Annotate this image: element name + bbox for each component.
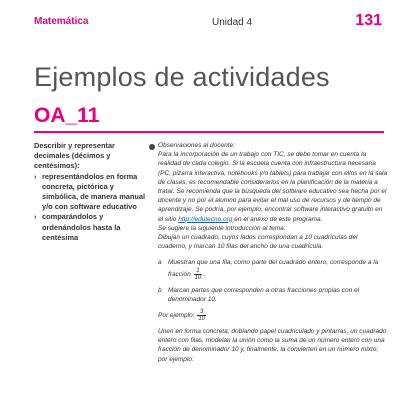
objective-list (34, 172, 146, 243)
note-instruction: Dibujan un cuadrado, cuyos lados correspondan a 10 cuadrículas del cuaderno, y marcan 10 filas del ancho de una cuadrícula. (158, 234, 358, 251)
item-text: Marcan partes que corresponden a otras fracciones propias con el denominador 10. (168, 286, 360, 303)
objective-item: › representándolos en forma concreta, pictórica y simbólica, de manera manual y/o con software educativo (34, 172, 146, 213)
note-paragraph (158, 150, 388, 224)
note-bullet-icon (149, 144, 155, 150)
note-text: en el anexo de este programa. (234, 215, 323, 223)
note-paragraph: Unen en forma concreta, doblando papel cuadriculado y pintarras, un cuadrado entero con filas, modelan la unión como la suma de un número entero con una fracción de denominador 10 y, finalmente, la convierten en un número mixto; por ejemplo: (158, 328, 387, 363)
teacher-notes (158, 141, 388, 364)
fraction: $\frac{3}{10}$ (198, 309, 205, 323)
page-number: 131 (355, 12, 382, 29)
section-divider (34, 131, 384, 133)
item-text: Muestran que una fila, como parte del cuadrado entero, corresponde a la fracción $\frac{1}{10}$ . (168, 259, 379, 281)
note-text: Para la incorporación de un trabajo con TIC, se debe tomar en cuenta la realidad de cada colegio. Si la escuela cuenta con infraestructura necesaria (PC, pizarra interactiva, notebooks y/o tablets) para trabajar con ellos en la sala de clases, es recomendable considerarlos en la planificación de la materia a tratar. Se recomienda que la búsqueda del software educativo sea hecha por el docente y no por el alumno para evitar el mal uso de recursos y de tiempo de aprendizaje. Se podría, por ejemplo, encontrar software interactivo gratuito en el sitio (158, 151, 388, 223)
example: Por ejemplo: $\frac{3}{10}$ (158, 309, 205, 323)
objective-item: › comparándolos y ordenándolos hasta la centésima (34, 212, 146, 243)
item-marker: a (158, 259, 162, 267)
resource-link[interactable]: http://edutecno.org (178, 215, 233, 223)
item-marker: b (158, 286, 162, 294)
note-intro: Se sugiere la siguiente introducción al tema: (158, 224, 286, 232)
page-title: Ejemplos de actividades (34, 62, 330, 92)
objective-code: OA_11 (34, 104, 100, 127)
activity-item-a (158, 258, 388, 280)
header-unit: Unidad 4 (212, 17, 253, 28)
objective-description (34, 141, 146, 243)
activity-item-b (158, 286, 388, 304)
note-heading: Observaciones al docente: (158, 142, 235, 149)
header-subject: Matemática (34, 16, 89, 27)
objective-intro: Describir y representar decimales (décimos y centésimos): (34, 141, 115, 171)
fraction: $\frac{1}{10}$ (194, 267, 202, 281)
